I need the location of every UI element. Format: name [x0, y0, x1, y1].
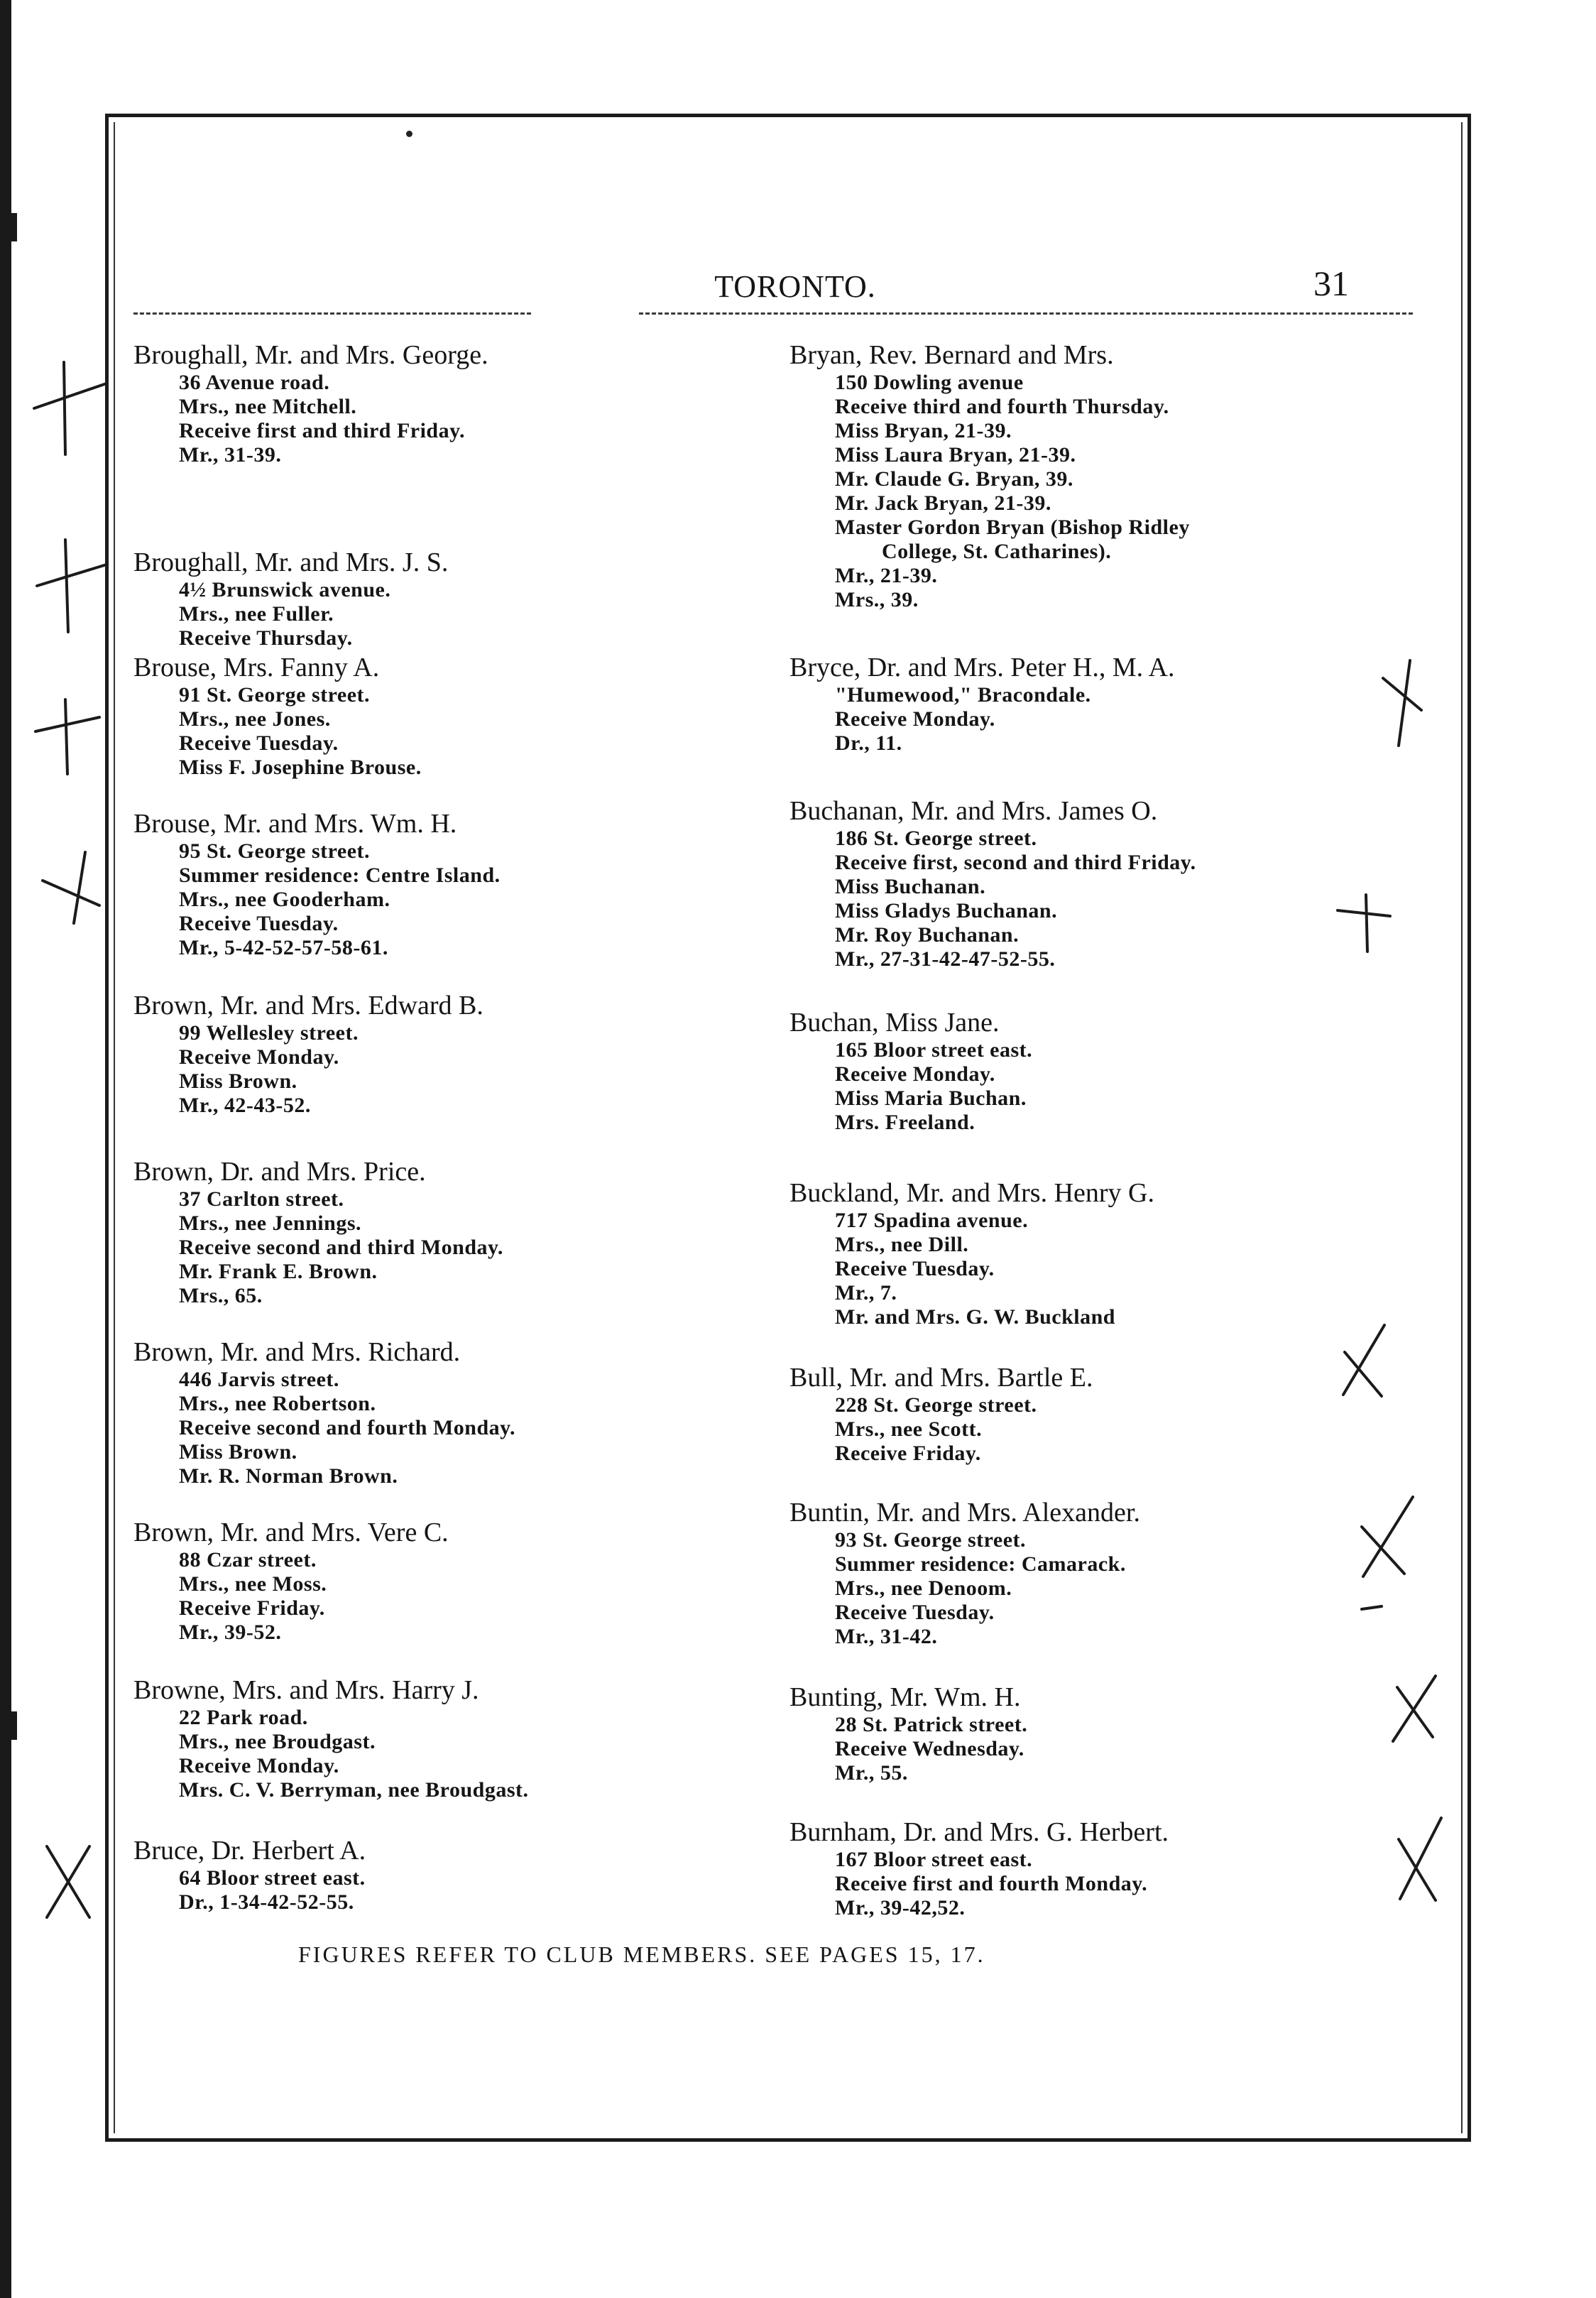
entry-line: Mr. Roy Buchanan. — [835, 923, 1020, 947]
entry-line: Dr., 1-34-42-52-55. — [179, 1890, 354, 1914]
entry-line: Mrs., 65. — [179, 1284, 263, 1307]
page-number: 31 — [1313, 263, 1349, 303]
entry-name: Bryan, Rev. Bernard and Mrs. — [789, 340, 1114, 370]
entry-line: Miss Brown. — [179, 1069, 297, 1093]
ink-dot — [406, 131, 412, 137]
entry-name: Brouse, Mr. and Mrs. Wm. H. — [133, 809, 457, 839]
entry-line: Miss Gladys Buchanan. — [835, 899, 1058, 922]
plus-mark-icon — [35, 699, 99, 774]
directory-entry — [133, 339, 488, 467]
entry-line: Receive Friday. — [179, 1596, 325, 1620]
entry-line: 95 St. George street. — [179, 839, 371, 863]
entry-line: Dr., 11. — [835, 731, 902, 755]
entry-name: Brown, Dr. and Mrs. Price. — [133, 1157, 426, 1187]
entry-line: Mrs., nee Denoom. — [835, 1577, 1012, 1600]
entry-line: Receive Monday. — [179, 1754, 339, 1777]
entry-name: Brown, Mr. and Mrs. Vere C. — [133, 1518, 449, 1547]
entry-line: Miss Maria Buchan. — [835, 1087, 1027, 1110]
entry-line: 28 St. Patrick street. — [835, 1713, 1028, 1736]
entry-line: Master Gordon Bryan (Bishop Ridley — [835, 516, 1190, 539]
plus-mark-icon — [34, 362, 106, 454]
entry-line: Miss Brown. — [179, 1440, 297, 1464]
entry-line: 228 St. George street. — [835, 1393, 1037, 1417]
entry-line: Mrs., nee Dill. — [835, 1233, 969, 1256]
entry-line: 64 Bloor street east. — [179, 1866, 366, 1890]
entry-name: Bunting, Mr. Wm. H. — [789, 1682, 1021, 1712]
entry-line: Summer residence: Camarack. — [835, 1552, 1126, 1576]
directory-entry — [133, 1517, 449, 1645]
entry-line: Mrs., nee Mitchell. — [179, 395, 357, 418]
entry-line: Mrs. Freeland. — [835, 1111, 975, 1134]
entry-line: Mrs., nee Jennings. — [179, 1211, 361, 1235]
directory-entry — [789, 795, 1196, 971]
entry-line: Receive Thursday. — [179, 626, 353, 650]
directory-entry — [133, 990, 483, 1118]
entry-line: Mrs., nee Gooderham. — [179, 888, 390, 911]
entry-line: Mr. and Mrs. G. W. Buckland — [835, 1305, 1115, 1329]
header-rule — [133, 312, 531, 315]
binding-notch — [7, 1711, 17, 1740]
entry-line: "Humewood," Bracondale. — [835, 683, 1091, 707]
entry-line: Mrs., nee Jones. — [179, 707, 331, 731]
entry-line: Receive Monday. — [835, 1062, 995, 1086]
entry-line: Receive first and fourth Monday. — [835, 1872, 1148, 1895]
directory-entry — [133, 1336, 515, 1488]
entry-line: Receive Monday. — [179, 1045, 339, 1069]
entry-line: Miss Laura Bryan, 21-39. — [835, 443, 1076, 467]
directory-entry — [789, 1177, 1154, 1329]
entry-line: Mr., 5-42-52-57-58-61. — [179, 936, 388, 959]
entry-line: 93 St. George street. — [835, 1528, 1027, 1552]
entry-name: Browne, Mrs. and Mrs. Harry J. — [133, 1675, 479, 1705]
directory-entry — [133, 1156, 503, 1308]
directory-entry — [133, 652, 422, 780]
directory-entry — [789, 1497, 1140, 1649]
entry-line: 186 St. George street. — [835, 827, 1037, 850]
entry-line: 36 Avenue road. — [179, 371, 330, 394]
directory-entry — [789, 1817, 1169, 1920]
directory-entry — [133, 1675, 529, 1802]
entry-line: Miss F. Josephine Brouse. — [179, 756, 422, 779]
entry-line: Receive Tuesday. — [179, 912, 339, 935]
entry-line: Receive second and third Monday. — [179, 1236, 503, 1259]
entry-line: 717 Spadina avenue. — [835, 1209, 1029, 1232]
entry-name: Bryce, Dr. and Mrs. Peter H., M. A. — [789, 653, 1175, 682]
entry-line: College, St. Catharines). — [882, 540, 1112, 563]
directory-entry — [789, 1362, 1093, 1466]
entry-line: Miss Buchanan. — [835, 875, 986, 898]
entry-name: Broughall, Mr. and Mrs. J. S. — [133, 548, 449, 577]
entry-line: Mr., 42-43-52. — [179, 1094, 311, 1117]
plus-mark-icon — [37, 540, 106, 632]
page-title: TORONTO. — [714, 269, 876, 304]
entry-line: Mr., 31-42. — [835, 1625, 938, 1648]
entry-line: Mr., 39-42,52. — [835, 1896, 966, 1919]
entry-line: Mrs., nee Broudgast. — [179, 1730, 376, 1753]
entry-line: Summer residence: Centre Island. — [179, 864, 501, 887]
entry-line: Mr., 31-39. — [179, 443, 282, 467]
entry-name: Burnham, Dr. and Mrs. G. Herbert. — [789, 1817, 1169, 1847]
entry-line: Receive first and third Friday. — [179, 419, 465, 442]
entry-line: Receive Tuesday. — [179, 731, 339, 755]
directory-entry — [133, 1835, 366, 1915]
entry-name: Brown, Mr. and Mrs. Richard. — [133, 1337, 461, 1367]
entry-line: Mrs., nee Fuller. — [179, 602, 334, 626]
directory-entry — [789, 1682, 1027, 1785]
entry-line: 37 Carlton street. — [179, 1187, 344, 1211]
entry-line: 165 Bloor street east. — [835, 1038, 1033, 1062]
header-rule — [639, 312, 1413, 315]
entry-name: Bull, Mr. and Mrs. Bartle E. — [789, 1363, 1093, 1393]
entry-line: Mr. Jack Bryan, 21-39. — [835, 491, 1051, 515]
entry-line: Receive third and fourth Thursday. — [835, 395, 1169, 418]
page-footer-note: FIGURES REFER TO CLUB MEMBERS. SEE PAGES 15, 17. — [298, 1942, 985, 1967]
entry-name: Broughall, Mr. and Mrs. George. — [133, 340, 488, 370]
entry-name: Buchan, Miss Jane. — [789, 1008, 1000, 1038]
directory-entry — [133, 547, 448, 650]
binding-edge — [0, 0, 11, 2298]
binding-notch — [7, 213, 17, 241]
entry-name: Bruce, Dr. Herbert A. — [133, 1836, 366, 1866]
entry-name: Buchanan, Mr. and Mrs. James O. — [789, 796, 1158, 826]
entry-line: 88 Czar street. — [179, 1548, 317, 1572]
entry-line: Mrs., nee Scott. — [835, 1417, 983, 1441]
entry-line: 4½ Brunswick avenue. — [179, 578, 391, 601]
entry-line: 446 Jarvis street. — [179, 1368, 339, 1391]
entry-line: Receive second and fourth Monday. — [179, 1416, 515, 1439]
entry-line: 150 Dowling avenue — [835, 371, 1024, 394]
entry-line: Receive Tuesday. — [835, 1601, 995, 1624]
entry-line: 91 St. George street. — [179, 683, 371, 707]
entry-line: Receive Tuesday. — [835, 1257, 995, 1280]
entry-line: Mr., 27-31-42-47-52-55. — [835, 947, 1056, 971]
entry-line: Mr., 39-52. — [179, 1621, 282, 1644]
entry-line: Mr. Frank E. Brown. — [179, 1260, 378, 1283]
entry-line: Receive first, second and third Friday. — [835, 851, 1196, 874]
entry-line: Mrs., nee Robertson. — [179, 1392, 376, 1415]
entry-line: Receive Monday. — [835, 707, 995, 731]
entry-line: Mrs. C. V. Berryman, nee Broudgast. — [179, 1778, 529, 1802]
entry-line: 99 Wellesley street. — [179, 1021, 359, 1045]
entry-line: Mr. Claude G. Bryan, 39. — [835, 467, 1073, 491]
entry-line: Mr., 7. — [835, 1281, 897, 1305]
entry-line: Mrs., 39. — [835, 588, 919, 611]
entry-name: Buntin, Mr. and Mrs. Alexander. — [789, 1498, 1140, 1528]
directory-entry — [789, 339, 1190, 612]
directory-entry — [133, 808, 501, 960]
entry-line: Mr. R. Norman Brown. — [179, 1464, 398, 1488]
directory-entry — [789, 1007, 1032, 1135]
entry-line: 167 Bloor street east. — [835, 1848, 1033, 1871]
cross-mark-icon — [47, 1846, 89, 1917]
entry-line: Mrs., nee Moss. — [179, 1572, 327, 1596]
entry-line: Mr., 21-39. — [835, 564, 938, 587]
plus-mark-icon — [43, 852, 99, 923]
entry-line: 22 Park road. — [179, 1706, 308, 1729]
entry-name: Buckland, Mr. and Mrs. Henry G. — [789, 1178, 1154, 1208]
directory-entry — [789, 652, 1174, 756]
entry-line: Receive Friday. — [835, 1442, 981, 1465]
entry-line: Receive Wednesday. — [835, 1737, 1024, 1760]
entry-name: Brouse, Mrs. Fanny A. — [133, 653, 380, 682]
entry-name: Brown, Mr. and Mrs. Edward B. — [133, 991, 483, 1020]
entry-line: Mr., 55. — [835, 1761, 908, 1785]
entry-line: Miss Bryan, 21-39. — [835, 419, 1012, 442]
